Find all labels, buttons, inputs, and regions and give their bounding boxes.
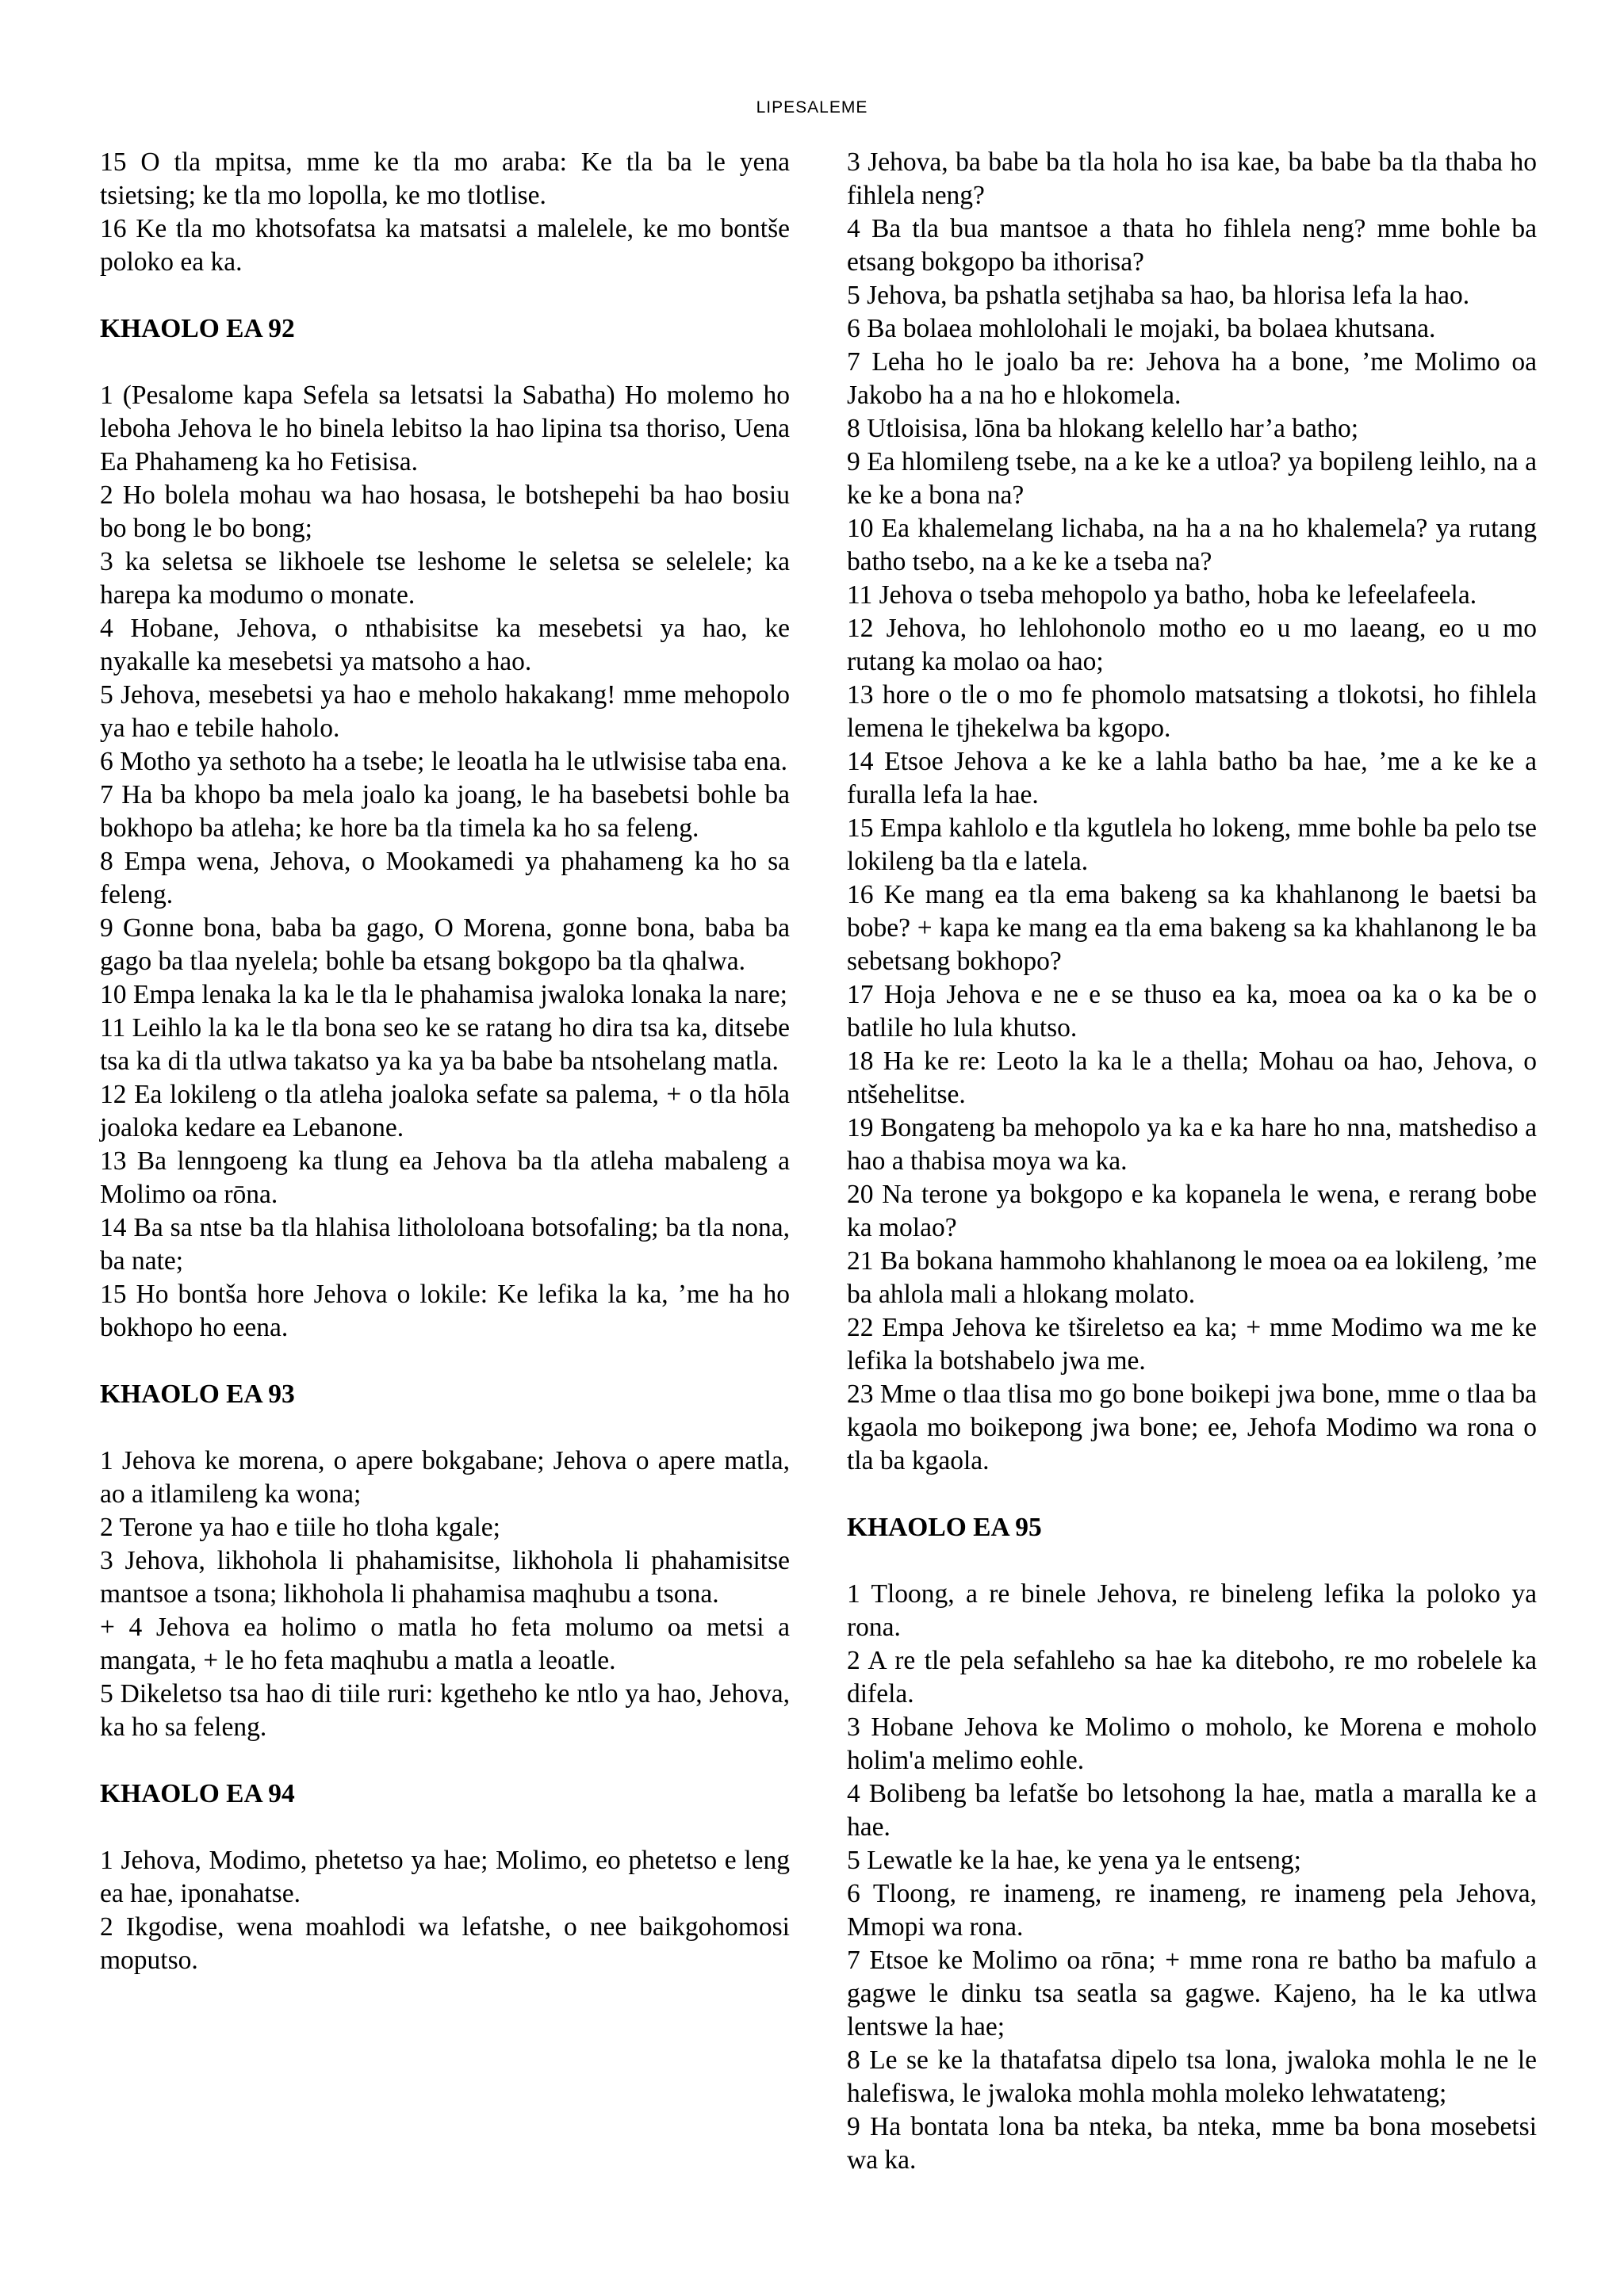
- verse: 4 Hobane, Jehova, o nthabisitse ka mesebetsi ya hao, ke nyakalle ka mesebetsi ya matsoho a hao.: [100, 614, 790, 676]
- verse: 8 Le se ke la thatafatsa dipelo tsa lona, jwaloka mohla le ne le halefiswa, le jwaloka mohla mohla moleko lehwatateng;: [847, 2045, 1537, 2108]
- verse: 1 Jehova, Modimo, phetetso ya hae; Molimo, eo phetetso e leng ea hae, iponahatse.: [100, 1846, 790, 1908]
- verse: 11 Jehova o tseba mehopolo ya batho, hoba ke lefeelafeela.: [847, 580, 1477, 610]
- verse: 1 Tloong, a re binele Jehova, re bineleng lefika la poloko ya rona.: [847, 1579, 1537, 1642]
- verse: 12 Ea lokileng o tla atleha joaloka sefate sa palema, + o tla hōla joaloka kedare ea Lebanone.: [100, 1080, 790, 1142]
- verse: 8 Utloisisa, lōna ba hlokang kelello har’a batho;: [847, 414, 1359, 443]
- verse: 15 O tla mpitsa, mme ke tla mo araba: Ke tla ba le yena tsietsing; ke tla mo lopolla, ke mo tlotlise.: [100, 147, 790, 210]
- verse: 5 Jehova, mesebetsi ya hao e meholo hakakang! mme mehopolo ya hao e tebile haholo.: [100, 680, 790, 743]
- verse: 5 Lewatle ke la hae, ke yena ya le entseng;: [847, 1846, 1301, 1875]
- verse: 9 Ea hlomileng tsebe, na a ke ke a utloa? ya bopileng leihlo, na a ke ke a bona na?: [847, 447, 1537, 510]
- verse: 6 Tloong, re inameng, re inameng, re inameng pela Jehova, Mmopi wa rona.: [847, 1879, 1537, 1942]
- verse: 9 Ha bontata lona ba nteka, ba nteka, mme ba bona mosebetsi wa ka.: [847, 2112, 1537, 2175]
- verse: 1 (Pesalome kapa Sefela sa letsatsi la Sabatha) Ho molemo ho leboha Jehova le ho binela lebitso la hao lipina tsa thoriso, Uena Ea Phahameng ka ho Fetisisa.: [100, 381, 790, 476]
- verse: 1 Jehova ke morena, o apere bokgabane; Jehova o apere matla, ao a itlamileng ka wona;: [100, 1446, 790, 1509]
- verse: 16 Ke mang ea tla ema bakeng sa ka khahlanong le baetsi ba bobe? + kapa ke mang ea tla ema bakeng sa ka khahlanong le ba sebetsang bokhopo?: [847, 880, 1537, 976]
- verse: 3 ka seletsa se likhoele tse leshome le seletsa se selelele; ka harepa ka modumo o monate.: [100, 547, 790, 610]
- verse: 7 Leha ho le joalo ba re: Jehova ha a bone, ’me Molimo oa Jakobo ha a na ho e hlokomela.: [847, 347, 1537, 410]
- verse: 7 Ha ba khopo ba mela joalo ka joang, le ha basebetsi bohle ba bokhopo ba atleha; ke hore ba tla timela ka ho sa feleng.: [100, 780, 790, 843]
- verse: 5 Dikeletso tsa hao di tiile ruri: kgetheho ke ntlo ya hao, Jehova, ka ho sa feleng.: [100, 1679, 790, 1742]
- verse: 17 Hoja Jehova e ne e se thuso ea ka, moea oa ka o ka be o batlile ho lula khutso.: [847, 980, 1537, 1043]
- verse: 8 Empa wena, Jehova, o Mookamedi ya phahameng ka ho sa feleng.: [100, 847, 790, 909]
- verse: 21 Ba bokana hammoho khahlanong le moea oa ea lokileng, ’me ba ahlola mali a hlokang molato.: [847, 1246, 1537, 1309]
- verse: 9 Gonne bona, baba ba gago, O Morena, gonne bona, baba ba gago ba tlaa nyelela; bohle ba etsang bokgopo ba tla qhalwa.: [100, 913, 790, 976]
- verse: 16 Ke tla mo khotsofatsa ka matsatsi a malelele, ke mo bontše poloko ea ka.: [100, 214, 790, 277]
- chapter-heading-93: KHAOLO EA 93: [100, 1380, 295, 1409]
- left-column: [100, 146, 790, 1977]
- verse: 10 Ea khalemelang lichaba, na ha a na ho khalemela? ya rutang batho tsebo, na a ke ke a tseba na?: [847, 514, 1537, 576]
- verse: 2 Ikgodise, wena moahlodi wa lefatshe, o nee baikgohomosi moputso.: [100, 1912, 790, 1975]
- right-column: [847, 146, 1537, 2177]
- verse: 13 hore o tle o mo fe phomolo matsatsing a tlokotsi, ho fihlela lemena le tjhekelwa ba kgopo.: [847, 680, 1537, 743]
- verse: 13 Ba lenngoeng ka tlung ea Jehova ba tla atleha mabaleng a Molimo oa rōna.: [100, 1146, 790, 1209]
- verse: 15 Ho bontša hore Jehova o lokile: Ke lefika la ka, ’me ha ho bokhopo ho eena.: [100, 1280, 790, 1342]
- verse: 20 Na terone ya bokgopo e ka kopanela le wena, e rerang bobe ka molao?: [847, 1180, 1537, 1242]
- verse: + 4 Jehova ea holimo o matla ho feta molumo oa metsi a mangata, + le ho feta maqhubu a matla a leoatle.: [100, 1613, 790, 1675]
- verse: 4 Ba tla bua mantsoe a thata ho fihlela neng? mme bohle ba etsang bokgopo ba ithorisa?: [847, 214, 1537, 277]
- verse: 14 Ba sa ntse ba tla hlahisa lithololoana botsofaling; ba tla nona, ba nate;: [100, 1213, 790, 1276]
- verse: 2 A re tle pela sefahleho sa hae ka diteboho, re mo robelele ka difela.: [847, 1646, 1537, 1709]
- verse: 14 Etsoe Jehova a ke ke a lahla batho ba hae, ’me a ke ke a furalla lefa la hae.: [847, 747, 1537, 809]
- chapter-heading-92: KHAOLO EA 92: [100, 314, 295, 343]
- verse: 4 Bolibeng ba lefatše bo letsohong la hae, matla a maralla ke a hae.: [847, 1779, 1537, 1842]
- verse: 22 Empa Jehova ke tšireletso ea ka; + mme Modimo wa me ke lefika la botshabelo jwa me.: [847, 1313, 1537, 1376]
- verse: 3 Jehova, ba babe ba tla hola ho isa kae, ba babe ba tla thaba ho fihlela neng?: [847, 147, 1537, 210]
- verse: 18 Ha ke re: Leoto la ka le a thella; Mohau oa hao, Jehova, o ntšehelitse.: [847, 1047, 1537, 1109]
- verse: 11 Leihlo la ka le tla bona seo ke se ratang ho dira tsa ka, ditsebe tsa ka di tla utlwa takatso ya ka ya ba babe ba ntsohelang matla.: [100, 1013, 790, 1076]
- verse: 15 Empa kahlolo e tla kgutlela ho lokeng, mme bohle ba pelo tse lokileng ba tla e latela.: [847, 813, 1537, 876]
- chapter-heading-95: KHAOLO EA 95: [847, 1513, 1042, 1542]
- verse: 5 Jehova, ba pshatla setjhaba sa hao, ba hlorisa lefa la hao.: [847, 281, 1470, 310]
- verse: 19 Bongateng ba mehopolo ya ka e ka hare ho nna, matshediso a hao a thabisa moya wa ka.: [847, 1113, 1537, 1176]
- chapter-heading-94: KHAOLO EA 94: [100, 1779, 295, 1808]
- verse: 10 Empa lenaka la ka le tla le phahamisa jwaloka lonaka la nare;: [100, 980, 787, 1009]
- verse: 12 Jehova, ho lehlohonolo motho eo u mo laeang, eo u mo rutang ka molao oa hao;: [847, 614, 1537, 676]
- verse: 3 Jehova, likhohola li phahamisitse, likhohola li phahamisitse mantsoe a tsona; likhohola li phahamisa maqhubu a tsona.: [100, 1546, 790, 1609]
- verse: 23 Mme o tlaa tlisa mo go bone boikepi jwa bone, mme o tlaa ba kgaola mo boikepong jwa bone; ee, Jehofa Modimo wa rona o tla ba kgaola.: [847, 1380, 1537, 1475]
- running-header: LIPESALEME: [756, 98, 868, 117]
- verse: 6 Ba bolaea mohlolohali le mojaki, ba bolaea khutsana.: [847, 314, 1436, 343]
- verse: 2 Ho bolela mohau wa hao hosasa, le botshepehi ba hao bosiu bo bong le bo bong;: [100, 480, 790, 543]
- verse: 6 Motho ya sethoto ha a tsebe; le leoatla ha le utlwisise taba ena.: [100, 747, 788, 776]
- verse: 7 Etsoe ke Molimo oa rōna; + mme rona re batho ba mafulo a gagwe le dinku tsa seatla sa gagwe. Kajeno, ha le ka utlwa lentswe la hae;: [847, 1946, 1537, 2042]
- verse: 3 Hobane Jehova ke Molimo o moholo, ke Morena e moholo holim'a melimo eohle.: [847, 1712, 1537, 1775]
- verse: 2 Terone ya hao e tiile ho tloha kgale;: [100, 1513, 500, 1542]
